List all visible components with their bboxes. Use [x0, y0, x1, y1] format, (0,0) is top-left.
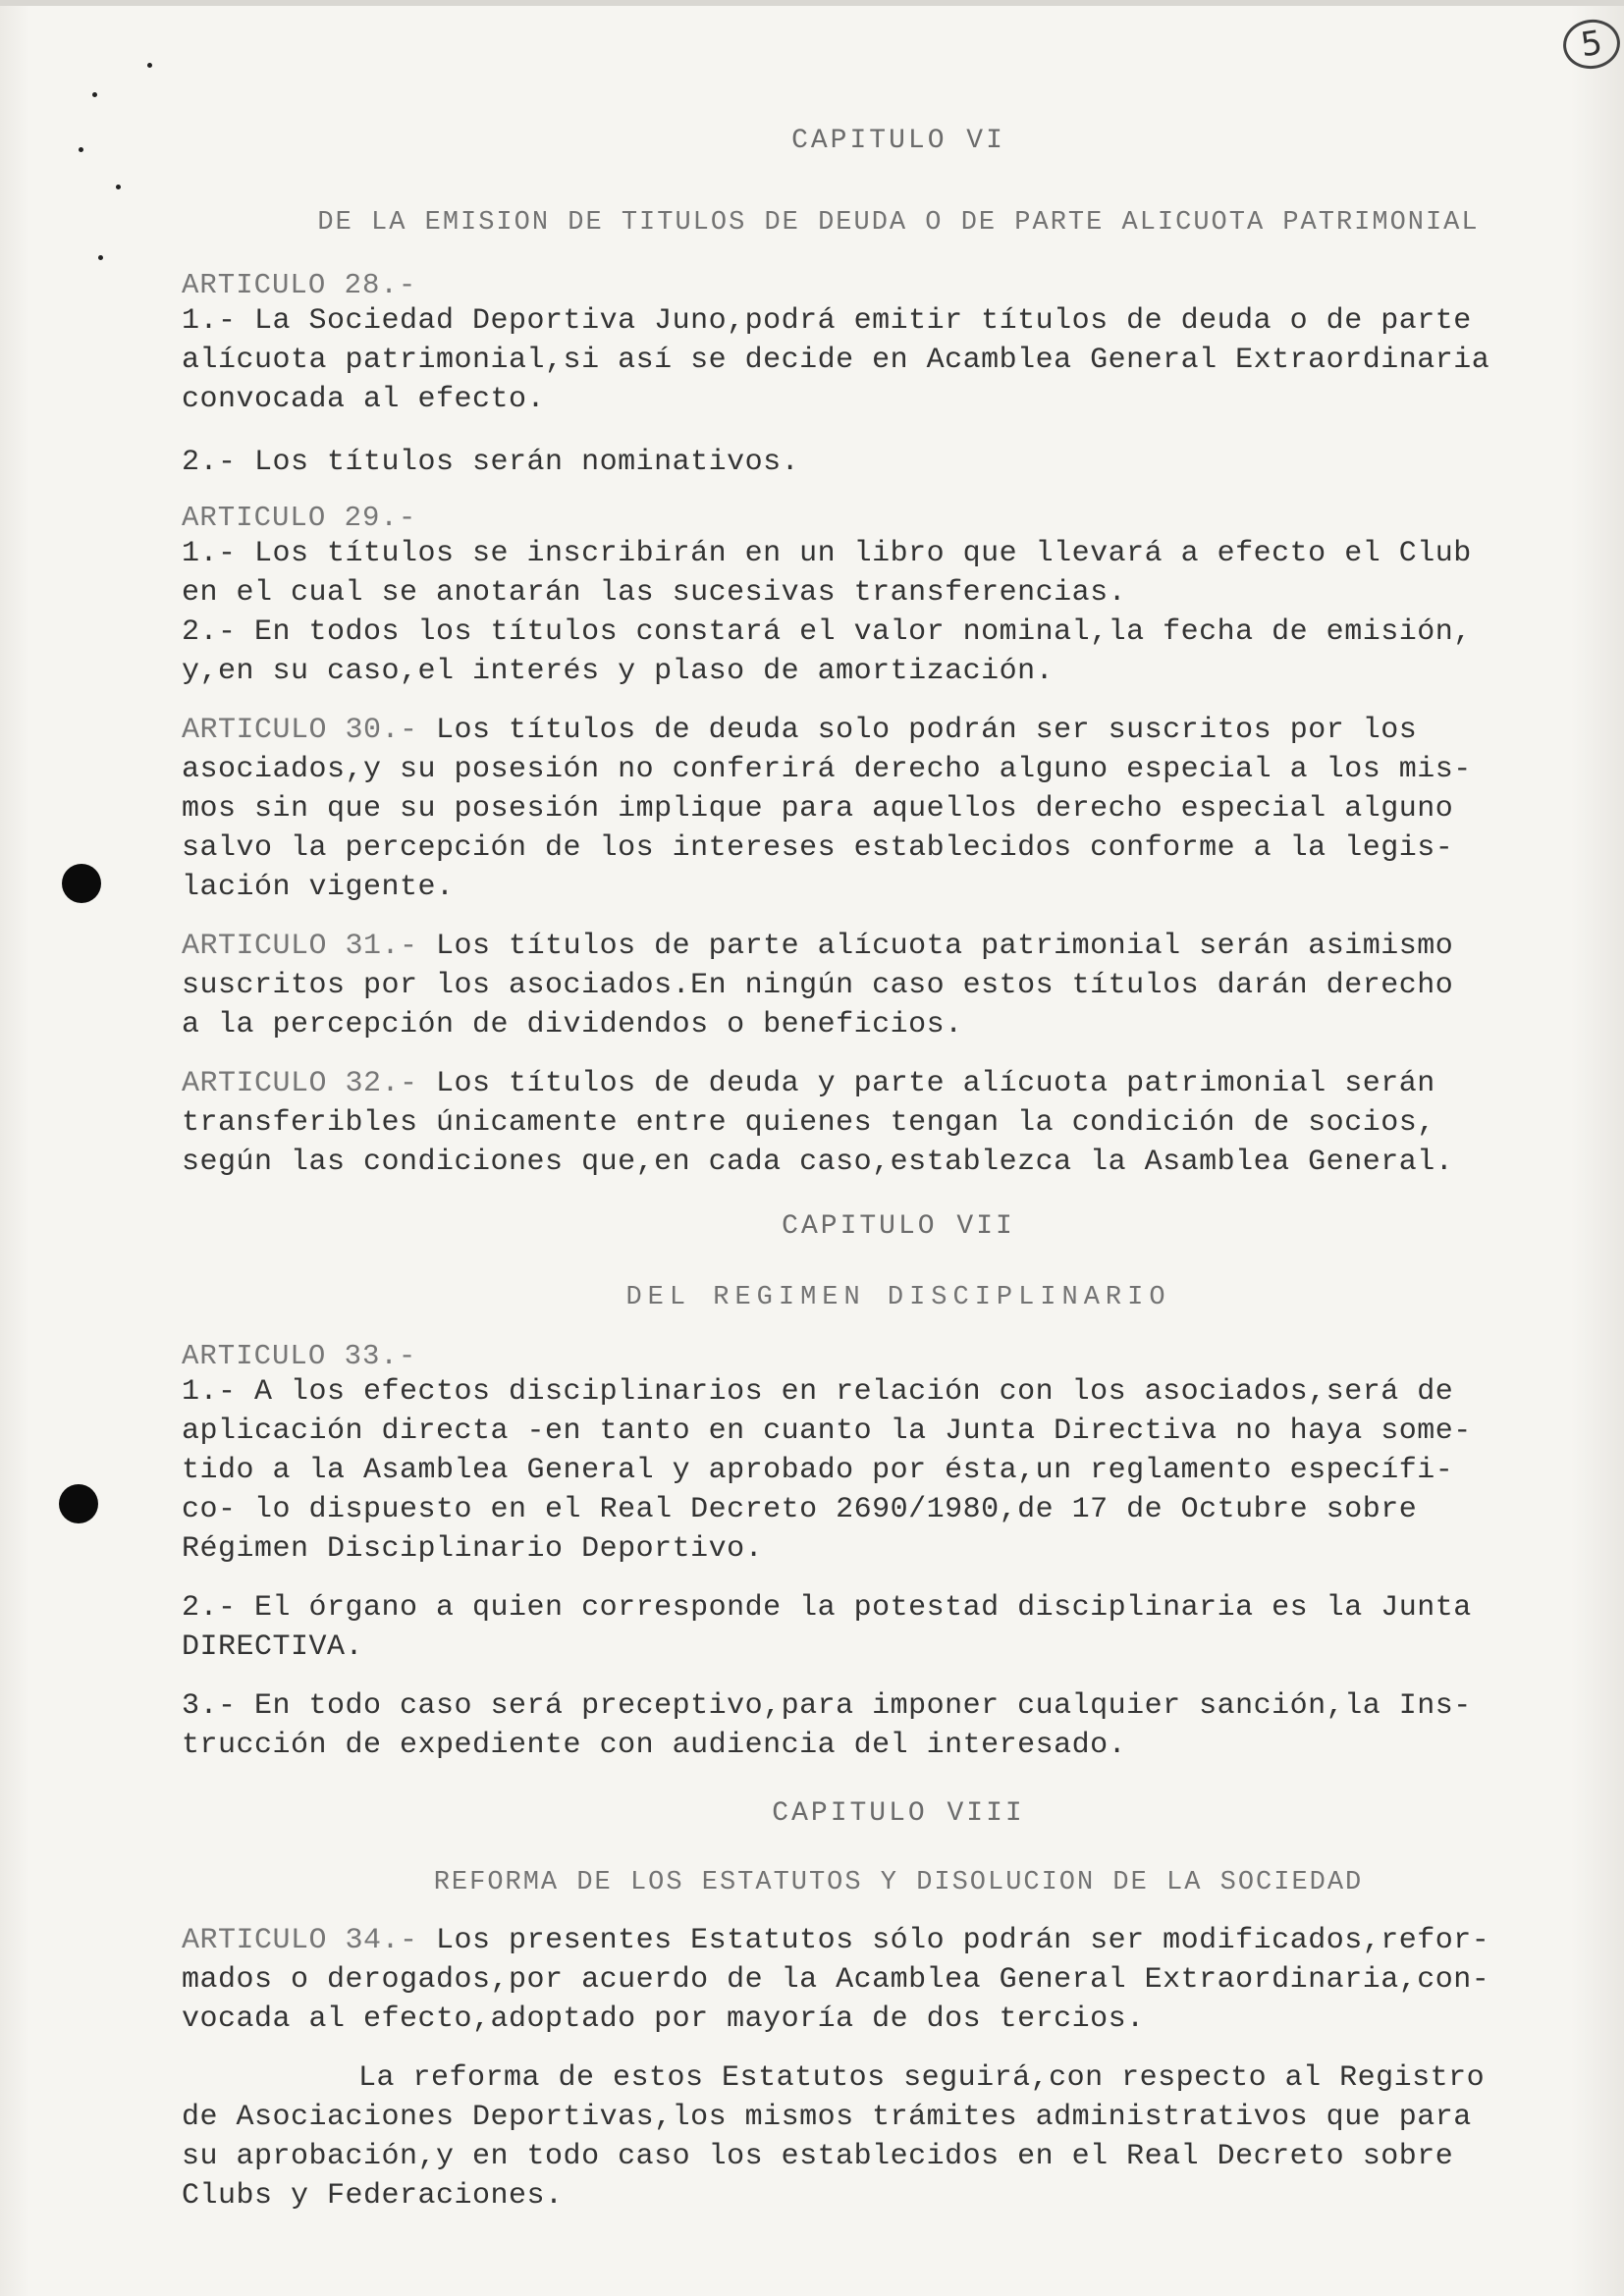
article-33-paragraph-3: 3.- En todo caso será preceptivo,para imponer cualquier sanción,la Ins- — [182, 1689, 1472, 1723]
article-33-paragraph-2: 2.- El órgano a quien corresponde la potestad disciplinaria es la Junta — [182, 1591, 1472, 1625]
article-33-line: co- lo dispuesto en el Real Decreto 2690/1980,de 17 de Octubre sobre — [182, 1493, 1418, 1526]
article-34-text: Los presentes Estatutos sólo podrán ser modificados,refor- — [417, 1924, 1490, 1957]
chapter-vii-title: CAPITULO VII — [782, 1211, 1015, 1242]
scan-speck — [98, 255, 103, 260]
chapter-viii-title: CAPITULO VIII — [772, 1798, 1025, 1829]
article-34-first-line — [182, 1921, 1615, 1960]
article-29-line: y,en su caso,el interés y plaso de amortización. — [182, 655, 1055, 688]
article-30-line: salvo la percepción de los intereses establecidos conforme a la legis- — [182, 831, 1454, 865]
article-31-text: Los títulos de parte alícuota patrimonial serán asimismo — [417, 930, 1454, 963]
punch-hole — [59, 1484, 98, 1523]
article-33-heading: ARTICULO 33.- — [182, 1340, 417, 1372]
article-28-paragraph-2: 2.- Los títulos serán nominativos. — [182, 446, 800, 479]
article-31-line: suscritos por los asociados.En ningún caso estos títulos darán derecho — [182, 969, 1454, 1002]
chapter-viii-subtitle: REFORMA DE LOS ESTATUTOS Y DISOLUCION DE LA SOCIEDAD — [433, 1868, 1364, 1897]
article-32-text: Los títulos de deuda y parte alícuota patrimonial serán — [417, 1067, 1435, 1100]
article-34-line: vocada al efecto,adoptado por mayoría de dos tercios. — [182, 2002, 1145, 2036]
article-34-label: ARTICULO 34.- — [182, 1924, 418, 1957]
article-32-label: ARTICULO 32.- — [182, 1067, 418, 1100]
page-number-circled: 5 — [1560, 16, 1623, 73]
document-body — [182, 126, 1615, 2216]
scan-speck — [147, 63, 152, 68]
article-30-line: asociados,y su posesión no conferirá derecho alguno especial a los mis- — [182, 753, 1472, 786]
article-30-text: Los títulos de deuda solo podrán ser suscritos por los — [417, 714, 1418, 747]
article-34-paragraph-2: Clubs y Federaciones. — [182, 2179, 564, 2213]
article-29-heading: ARTICULO 29.- — [182, 502, 417, 534]
article-31-first-line — [182, 927, 1615, 966]
scan-top-edge — [0, 0, 1624, 6]
article-28-line: convocada al efecto. — [182, 383, 546, 416]
punch-hole — [62, 864, 101, 903]
article-28-line: alícuota patrimonial,si así se decide en Acamblea General Extraordinaria — [182, 344, 1490, 377]
article-29-line: 1.- Los títulos se inscribirán en un libro que llevará a efecto el Club — [182, 537, 1472, 570]
article-33-paragraph-2: DIRECTIVA. — [182, 1630, 364, 1664]
article-33-paragraph-3: trucción de expediente con audiencia del interesado. — [182, 1729, 1127, 1762]
article-34-paragraph-2: La reforma de estos Estatutos seguirá,con respecto al Registro — [358, 2061, 1486, 2095]
article-30-line: mos sin que su posesión implique para aquellos derecho especial alguno — [182, 792, 1454, 826]
article-32-line: según las condiciones que,en cada caso,establezca la Asamblea General. — [182, 1146, 1454, 1179]
article-34-line: mados o derogados,por acuerdo de la Acamblea General Extraordinaria,con- — [182, 1963, 1490, 1997]
scan-speck — [92, 92, 97, 97]
article-28-heading: ARTICULO 28.- — [182, 269, 417, 301]
article-33-line: tido a la Asamblea General y aprobado por ésta,un reglamento específi- — [182, 1454, 1454, 1487]
chapter-vi-title: CAPITULO VI — [791, 126, 1005, 156]
article-30-label: ARTICULO 30.- — [182, 714, 418, 747]
article-34-paragraph-2: de Asociaciones Deportivas,los mismos trámites administrativos que para — [182, 2101, 1472, 2134]
article-33-line: aplicación directa -en tanto en cuanto la Junta Directiva no haya some- — [182, 1415, 1472, 1448]
scan-speck — [79, 147, 83, 152]
chapter-vii-subtitle: DEL REGIMEN DISCIPLINARIO — [625, 1283, 1171, 1312]
article-28-line: 1.- La Sociedad Deportiva Juno,podrá emitir títulos de deuda o de parte — [182, 304, 1472, 338]
article-34-paragraph-2: su aprobación,y en todo caso los establecidos en el Real Decreto sobre — [182, 2140, 1454, 2173]
article-29-line: 2.- En todos los títulos constará el valor nominal,la fecha de emisión, — [182, 615, 1472, 649]
article-33-line: Régimen Disciplinario Deportivo. — [182, 1532, 764, 1566]
article-30-line: lación vigente. — [182, 871, 455, 904]
scan-speck — [116, 185, 121, 189]
article-32-first-line — [182, 1064, 1615, 1103]
chapter-vi-subtitle: DE LA EMISION DE TITULOS DE DEUDA O DE PARTE ALICUOTA PATRIMONIAL — [317, 208, 1480, 238]
article-30-first-line — [182, 711, 1615, 750]
article-31-line: a la percepción de dividendos o beneficios. — [182, 1008, 963, 1041]
article-32-line: transferibles únicamente entre quienes tengan la condición de socios, — [182, 1106, 1435, 1140]
article-33-line: 1.- A los efectos disciplinarios en relación con los asociados,será de — [182, 1375, 1454, 1409]
article-31-label: ARTICULO 31.- — [182, 930, 418, 963]
article-29-line: en el cual se anotarán las sucesivas transferencias. — [182, 576, 1127, 610]
